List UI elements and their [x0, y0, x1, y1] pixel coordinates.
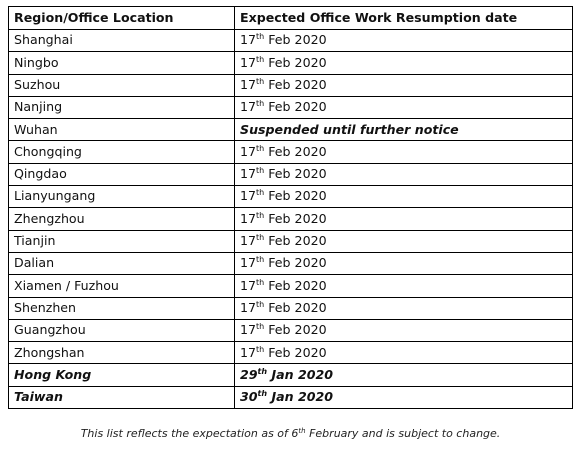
resumption-date-cell: [235, 275, 573, 297]
date-ordinal: th: [257, 366, 268, 376]
date-day: 17: [240, 322, 257, 338]
date-ordinal: th: [256, 210, 265, 220]
footnote-text-after: February and is subject to change.: [305, 427, 501, 440]
header-resumption-date: Expected Office Work Resumption date: [235, 7, 573, 30]
location-cell: Wuhan: [9, 119, 235, 141]
date-month-year: Feb 2020: [264, 299, 327, 315]
table-row: [9, 297, 573, 319]
location-cell: Shanghai: [9, 30, 235, 52]
location-cell: Suzhou: [9, 74, 235, 96]
date-day: 17: [240, 344, 257, 360]
table-row: [9, 186, 573, 208]
resumption-date-cell: [235, 141, 573, 163]
table-body: [9, 7, 573, 409]
table-row: [9, 230, 573, 252]
resumption-date-cell: [235, 319, 573, 341]
resumption-date-cell: [235, 208, 573, 230]
table-row: [9, 52, 573, 74]
date-month-year: Jan 2020: [267, 366, 334, 382]
table-row: [9, 119, 573, 141]
footnote-ordinal: th: [298, 427, 306, 435]
table-row: [9, 252, 573, 274]
date-ordinal: th: [256, 54, 265, 64]
table-row: [9, 96, 573, 118]
location-cell: Shenzhen: [9, 297, 235, 319]
date-ordinal: th: [256, 188, 265, 198]
date-month-year: Jan 2020: [267, 389, 334, 405]
table-row: [9, 208, 573, 230]
date-day: 17: [240, 233, 257, 249]
header-location: Region/Office Location: [9, 7, 235, 30]
resumption-date-cell: [235, 96, 573, 118]
table-row: [9, 163, 573, 185]
location-cell: Lianyungang: [9, 186, 235, 208]
table-row: [9, 364, 573, 386]
location-cell: Guangzhou: [9, 319, 235, 341]
date-ordinal: th: [256, 299, 265, 309]
date-month-year: Feb 2020: [264, 32, 327, 48]
date-month-year: Feb 2020: [264, 166, 327, 182]
date-month-year: Feb 2020: [264, 76, 327, 92]
date-day: 17: [240, 54, 257, 70]
location-cell: Zhengzhou: [9, 208, 235, 230]
date-month-year: Feb 2020: [264, 277, 327, 293]
date-month-year: Feb 2020: [264, 143, 327, 159]
resumption-date-cell: [235, 386, 573, 408]
location-cell: Ningbo: [9, 52, 235, 74]
table-row: [9, 74, 573, 96]
resumption-status-text: Suspended until further notice: [240, 121, 459, 137]
date-ordinal: th: [256, 143, 265, 153]
date-ordinal: th: [256, 322, 265, 332]
location-cell: Qingdao: [9, 163, 235, 185]
date-month-year: Feb 2020: [264, 188, 327, 204]
date-day: 29: [240, 366, 258, 382]
date-month-year: Feb 2020: [264, 210, 327, 226]
location-cell: Tianjin: [9, 230, 235, 252]
location-cell: Zhongshan: [9, 342, 235, 364]
date-ordinal: th: [257, 389, 268, 399]
date-ordinal: th: [256, 255, 265, 265]
date-day: 30: [240, 389, 258, 405]
resumption-date-cell: [235, 30, 573, 52]
location-cell: Nanjing: [9, 96, 235, 118]
date-ordinal: th: [256, 32, 265, 42]
date-month-year: Feb 2020: [264, 344, 327, 360]
table-row: [9, 386, 573, 408]
date-ordinal: th: [256, 99, 265, 109]
location-cell: Xiamen / Fuzhou: [9, 275, 235, 297]
date-month-year: Feb 2020: [264, 233, 327, 249]
date-day: 17: [240, 76, 257, 92]
date-day: 17: [240, 188, 257, 204]
date-day: 17: [240, 99, 257, 115]
date-month-year: Feb 2020: [264, 54, 327, 70]
resumption-date-cell: [235, 163, 573, 185]
table-header-row: [9, 7, 573, 30]
date-ordinal: th: [256, 277, 265, 287]
resumption-date-cell: [235, 52, 573, 74]
resumption-date-cell: [235, 74, 573, 96]
resumption-date-cell: [235, 297, 573, 319]
date-day: 17: [240, 299, 257, 315]
date-month-year: Feb 2020: [264, 255, 327, 271]
resumption-date-cell: [235, 364, 573, 386]
location-cell: Hong Kong: [9, 364, 235, 386]
date-ordinal: th: [256, 233, 265, 243]
date-day: 17: [240, 32, 257, 48]
resumption-date-cell: [235, 230, 573, 252]
resumption-date-cell: [235, 342, 573, 364]
date-month-year: Feb 2020: [264, 322, 327, 338]
date-day: 17: [240, 143, 257, 159]
resumption-date-cell: [235, 186, 573, 208]
date-ordinal: th: [256, 76, 265, 86]
resumption-date-cell: [235, 252, 573, 274]
table-row: [9, 141, 573, 163]
date-month-year: Feb 2020: [264, 99, 327, 115]
date-day: 17: [240, 277, 257, 293]
resumption-date-cell: [235, 119, 573, 141]
footnote-text-before: This list reflects the expectation as of 6: [80, 427, 299, 440]
date-day: 17: [240, 255, 257, 271]
date-ordinal: th: [256, 166, 265, 176]
location-cell: Taiwan: [9, 386, 235, 408]
date-ordinal: th: [256, 344, 265, 354]
date-day: 17: [240, 210, 257, 226]
table-row: [9, 342, 573, 364]
date-day: 17: [240, 166, 257, 182]
location-cell: Chongqing: [9, 141, 235, 163]
table-row: [9, 275, 573, 297]
location-cell: Dalian: [9, 252, 235, 274]
office-resumption-table: [8, 6, 573, 409]
table-row: [9, 30, 573, 52]
footnote: [0, 428, 581, 439]
table-row: [9, 319, 573, 341]
